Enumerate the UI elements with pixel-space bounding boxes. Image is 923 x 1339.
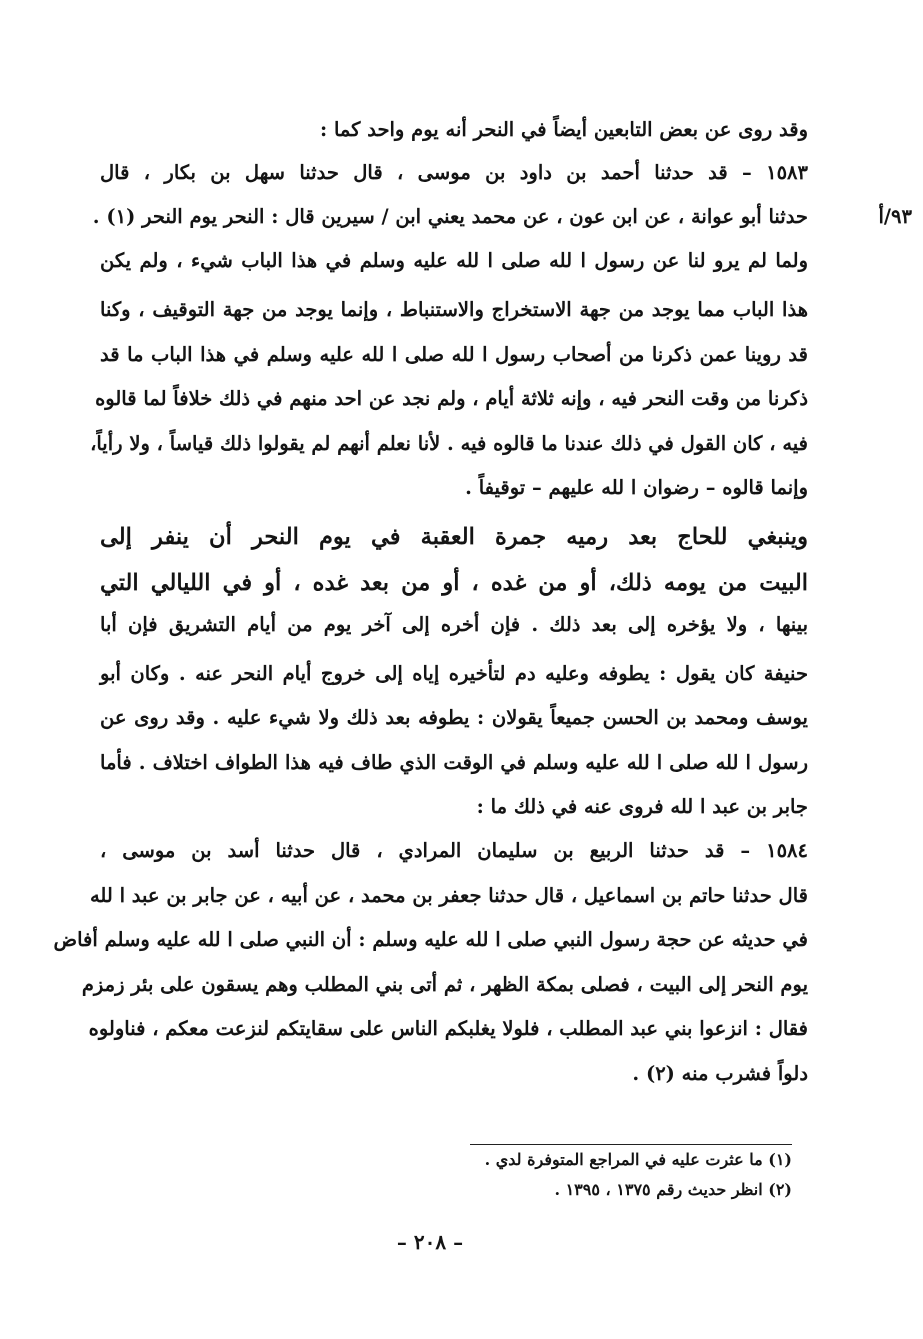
body-text-line: حدثنا أبو عوانة ، عن ابن عون ، عن محمد يعني ابن / سيرين قال : النحر يوم النحر (١) . — [92, 205, 808, 228]
body-text-line: ذكرنا من وقت النحر فيه ، وإنه ثلاثة أيام ، ولم نجد عن احد منهم في ذلك خلافاً لما قالوه — [95, 387, 808, 410]
body-text-line: فيه ، كان القول في ذلك عندنا ما قالوه فيه . لأنا نعلم أنهم لم يقولوا ذلك قياساً ، ولا رأياً، — [90, 432, 808, 455]
matn-text-line: البيت من يومه ذلك، أو من غده ، أو من بعد غده ، أو في الليالي التي — [100, 570, 808, 596]
body-text-line: ولما لم يرو لنا عن رسول ا لله صلى ا لله عليه وسلم في هذا الباب شيء ، ولم يكن — [100, 249, 808, 272]
body-text-line: جابر بن عبد ا لله فروى عنه في ذلك ما : — [476, 795, 808, 818]
body-text-line: فقال : انزعوا بني عبد المطلب ، فلولا يغلبكم الناس على سقايتكم لنزعت معكم ، فناولوه — [88, 1017, 808, 1040]
body-text-line: ١٥٨٣ – قد حدثنا أحمد بن داود بن موسى ، قال حدثنا سهل بن بكار ، قال — [100, 161, 808, 184]
body-text-line: بينها ، ولا يؤخره إلى بعد ذلك . فإن أخره إلى آخر يوم من أيام التشريق فإن أبا — [100, 613, 808, 636]
body-text-line: هذا الباب مما يوجد من جهة الاستخراج والاستنباط ، وإنما يوجد من جهة التوقيف ، وكنا — [100, 298, 808, 321]
body-text-line: ١٥٨٤ – قد حدثنا الربيع بن سليمان المرادي ، قال حدثنا أسد بن موسى ، — [100, 839, 808, 862]
body-text-line: وقد روى عن بعض التابعين أيضاً في النحر أنه يوم واحد كما : — [319, 118, 808, 141]
footnote: (٢) انظر حديث رقم ١٣٧٥ ، ١٣٩٥ . — [554, 1180, 792, 1199]
footnote-separator — [470, 1144, 792, 1145]
body-text-line: وإنما قالوه – رضوان ا لله عليهم – توقيفاً . — [465, 476, 808, 499]
matn-text-line: وينبغي للحاج بعد رميه جمرة العقبة في يوم النحر أن ينفر إلى — [100, 524, 809, 550]
body-text-line: حنيفة كان يقول : يطوفه وعليه دم لتأخيره إياه إلى خروج أيام النحر عنه . وكان أبو — [100, 662, 808, 685]
page-number: – ٢٠٨ – — [396, 1230, 464, 1254]
footnote: (١) ما عثرت عليه في المراجع المتوفرة لدي . — [484, 1150, 792, 1169]
body-text-line: قد روينا عمن ذكرنا من أصحاب رسول ا لله صلى ا لله عليه وسلم في هذا الباب ما قد — [100, 343, 808, 366]
body-text-line: في حديثه عن حجة رسول النبي صلى ا لله عليه وسلم : أن النبي صلى ا لله عليه وسلم أفاض — [53, 928, 808, 951]
margin-folio-reference: ٩٣/أ — [878, 205, 912, 228]
body-text-line: دلواً فشرب منه (٢) . — [632, 1062, 808, 1085]
body-text-line: رسول ا لله صلى ا لله عليه وسلم في الوقت الذي طاف فيه هذا الطواف اختلاف . فأما — [100, 751, 808, 774]
body-text-line: قال حدثنا حاتم بن اسماعيل ، قال حدثنا جعفر بن محمد ، عن أبيه ، عن جابر بن عبد ا لله — [89, 884, 808, 907]
body-text-line: يوسف ومحمد بن الحسن جميعاً يقولان : يطوفه بعد ذلك ولا شيء عليه . وقد روى عن — [100, 706, 808, 729]
body-text-line: يوم النحر إلى البيت ، فصلى بمكة الظهر ، ثم أتى بني المطلب وهم يسقون على بئر زمزم — [81, 973, 808, 996]
